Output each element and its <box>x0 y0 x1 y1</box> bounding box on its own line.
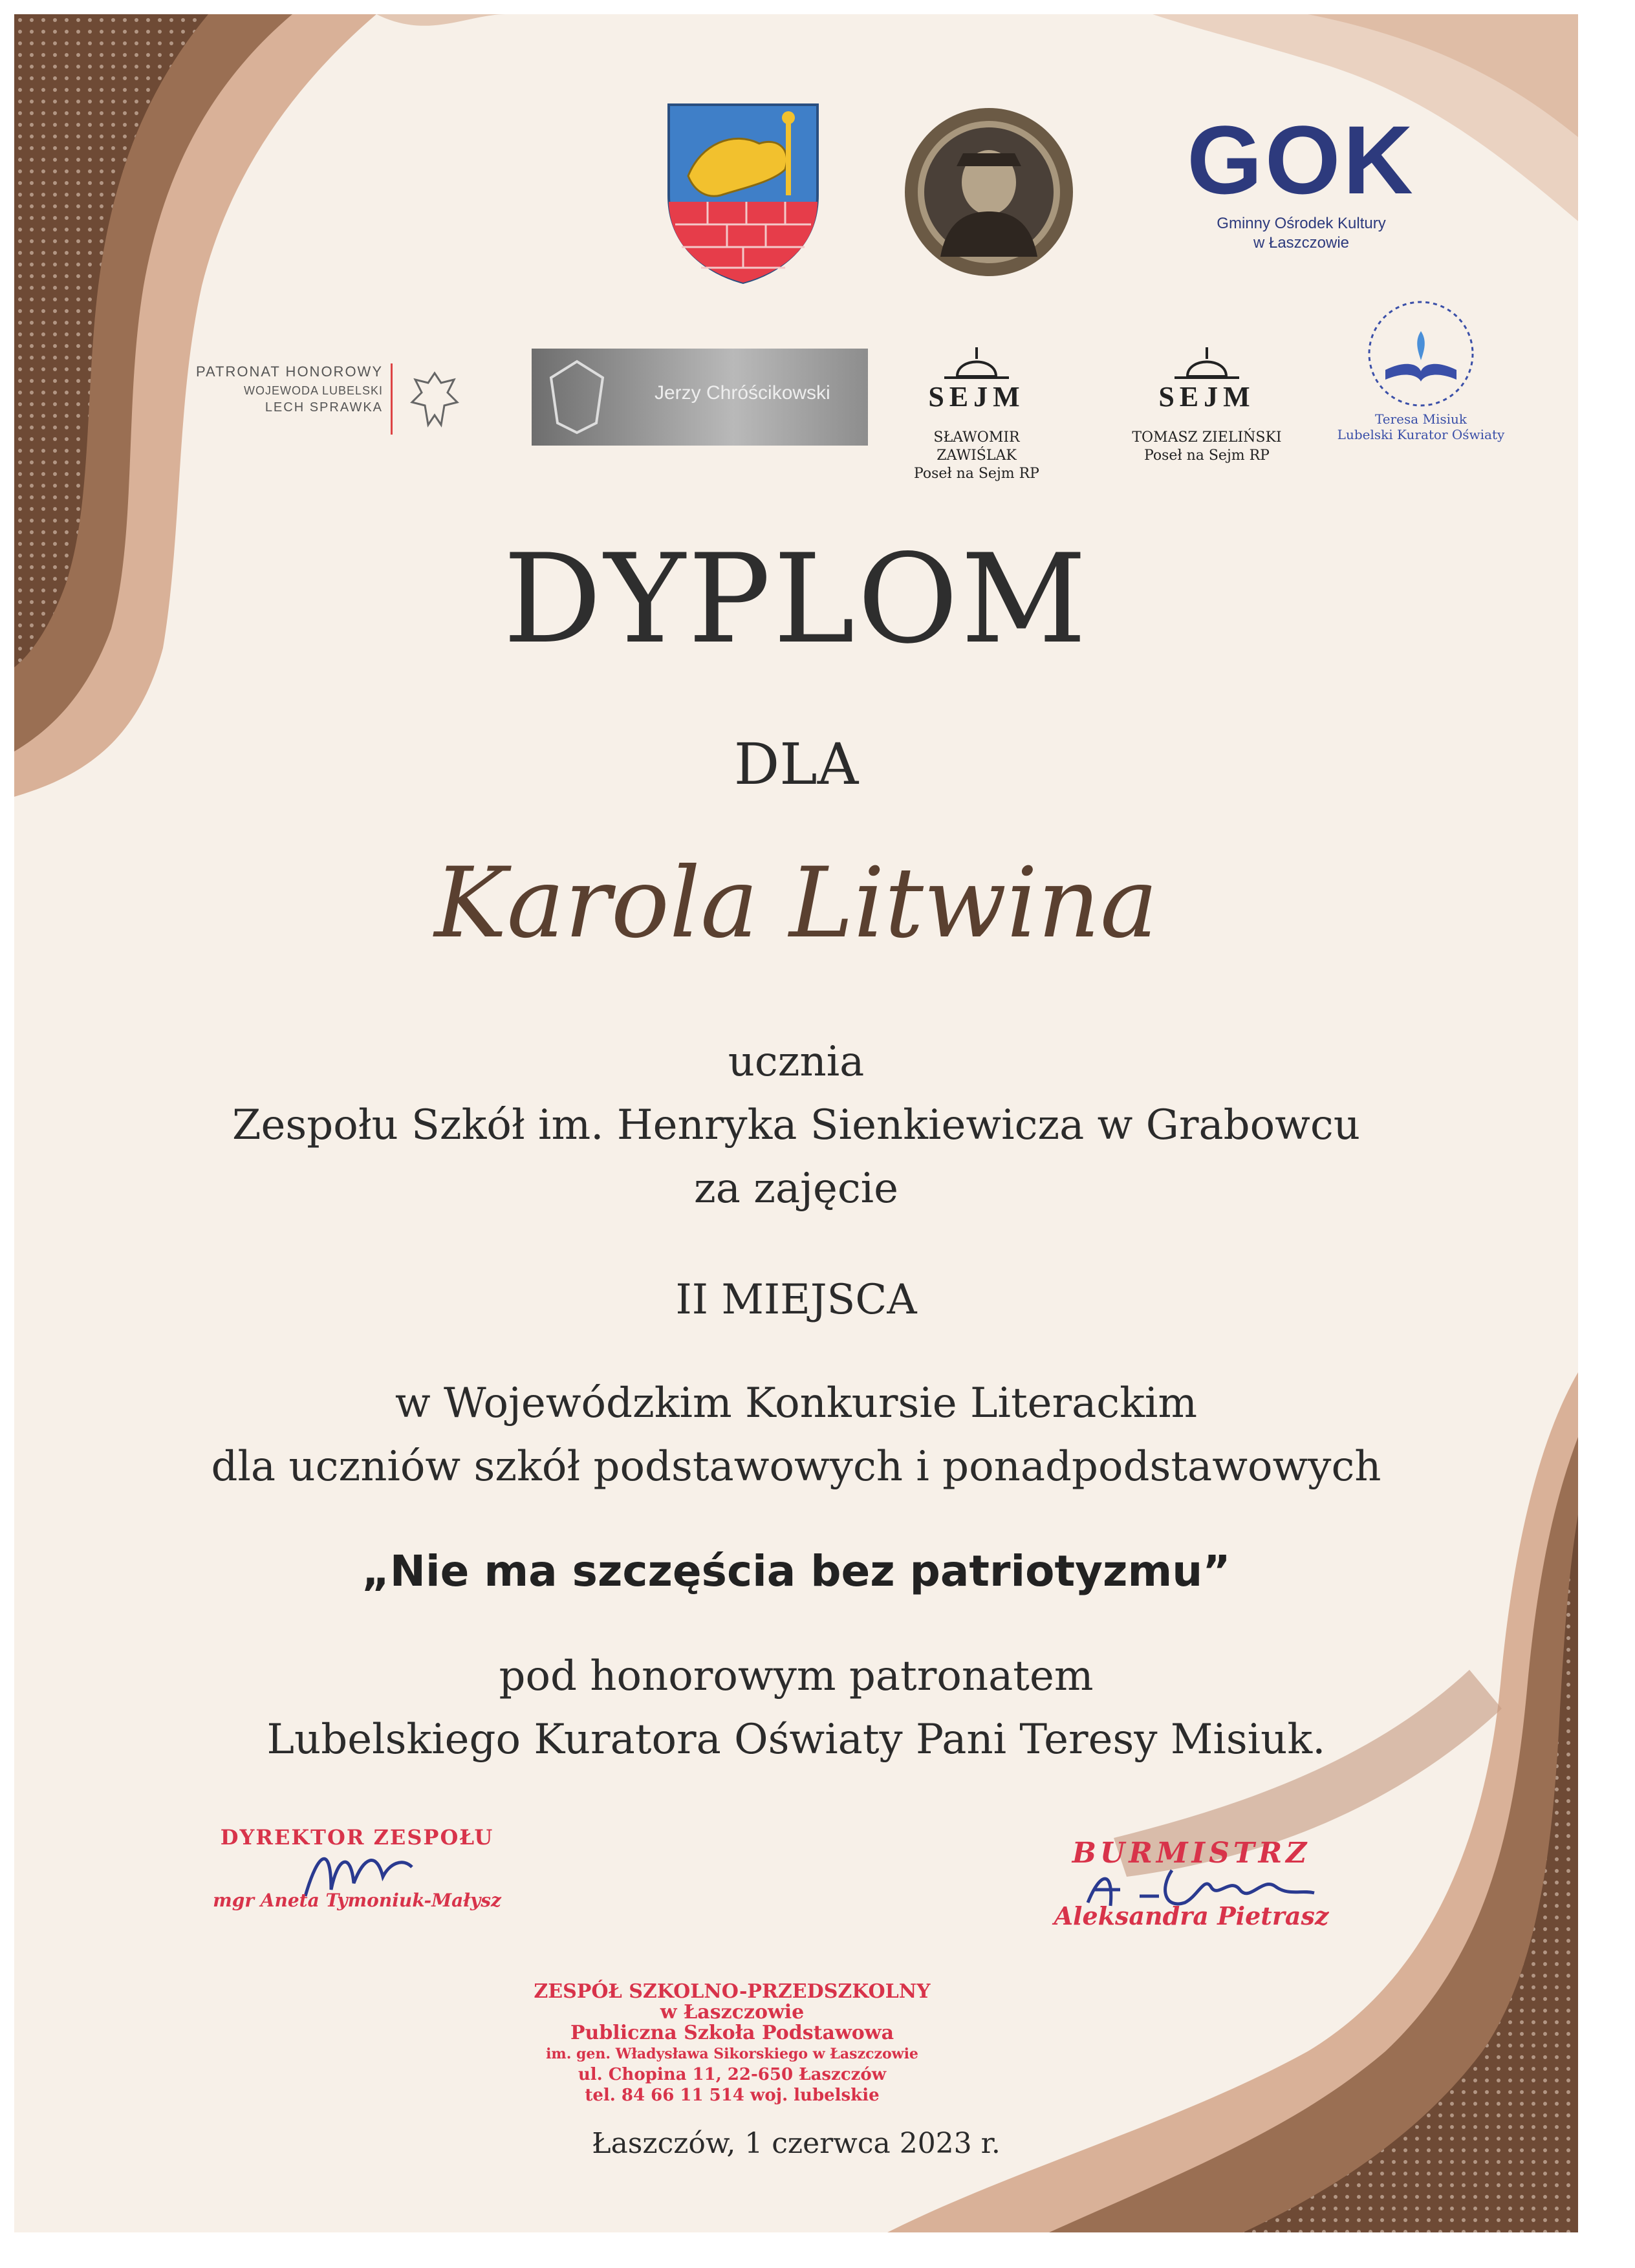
sejm-logo-1 <box>893 341 1061 483</box>
sejm-role-2: Poseł na Sejm RP <box>1143 448 1270 464</box>
school-stamp <box>506 1982 958 2106</box>
line-zajecie: za zajęcie <box>694 1165 898 1213</box>
coat-of-arms-logo <box>662 98 824 286</box>
patronat-line-3: LECH SPRAWKA <box>265 400 383 415</box>
kuratorium-logo <box>1314 299 1528 442</box>
recipient-name: Karola Litwina <box>434 847 1158 960</box>
director-name: mgr Aneta Tymoniuk-Małysz <box>213 1890 501 1911</box>
kuratorium-line-1: Teresa Misiuk <box>1374 411 1467 427</box>
patronat-line-1: PATRONAT HONOROWY <box>195 363 383 380</box>
sejm-name-2: TOMASZ ZIELIŃSKI <box>1132 429 1282 446</box>
kuratorium-line-2: Lubelski Kurator Oświaty <box>1337 427 1505 442</box>
sponsor-name: Jerzy Chróścikowski <box>655 382 830 404</box>
place-label: II MIEJSCA <box>675 1276 917 1324</box>
stamp-line-2: w Łaszczowie <box>660 2001 805 2024</box>
gok-subtitle-2: w Łaszczowie <box>1253 234 1350 252</box>
for-label: DLA <box>733 731 859 797</box>
mayor-title: BURMISTRZ <box>1072 1837 1311 1870</box>
sejm-role-1: Poseł na Sejm RP <box>913 466 1039 482</box>
contest-line-1: w Wojewódzkim Konkursie Literackim <box>395 1379 1198 1427</box>
patronage-line-1: pod honorowym patronatem <box>499 1652 1094 1700</box>
sponsor-banner <box>532 349 868 446</box>
gok-logo <box>1165 105 1437 266</box>
sejm-dome-icon <box>1123 341 1291 380</box>
stamp-line-5: ul. Chopina 11, 22-650 Łaszczów <box>578 2065 887 2084</box>
patronat-divider <box>391 363 393 435</box>
stamp-line-6: tel. 84 66 11 514 woj. lubelskie <box>585 2086 880 2105</box>
kuratorium-book-icon <box>1314 299 1528 409</box>
stamp-line-4: im. gen. Władysława Sikorskiego w Łaszczowie <box>546 2046 918 2062</box>
eagle-emblem-icon <box>406 367 464 431</box>
mayor-name: Aleksandra Pietrasz <box>1054 1901 1329 1930</box>
contest-title: „Nie ma szczęścia bez patriotyzmu” <box>362 1546 1231 1596</box>
sejm-label-1: SEJM <box>928 381 1025 413</box>
stamp-line-3: Publiczna Szkoła Podstawowa <box>570 2022 894 2044</box>
contest-line-2: dla uczniów szkół podstawowych i ponadpodstawowych <box>211 1443 1381 1491</box>
gok-title: GOK <box>1187 105 1416 214</box>
sejm-dome-icon <box>893 341 1061 380</box>
portrait-medallion-logo <box>902 105 1076 279</box>
gok-subtitle-1: Gminny Ośrodek Kultury <box>1217 215 1386 232</box>
crest-icon <box>545 358 609 436</box>
sejm-label-2: SEJM <box>1158 381 1255 413</box>
patronage-line-2: Lubelskiego Kuratora Oświaty Pani Teresy Misiuk. <box>266 1716 1326 1764</box>
sejm-logo-2 <box>1123 341 1291 465</box>
school-name: Zespołu Szkół im. Henryka Sienkiewicza w Grabowcu <box>232 1101 1360 1149</box>
patronat-line-2: WOJEWODA LUBELSKI <box>243 384 383 397</box>
sejm-name-1: SŁAWOMIR ZAWIŚLAK <box>933 429 1020 464</box>
diploma-title: DYPLOM <box>503 528 1090 671</box>
stamp-line-1: ZESPÓŁ SZKOLNO-PRZEDSZKOLNY <box>534 1980 931 2003</box>
place-date: Łaszczów, 1 czerwca 2023 r. <box>592 2127 1001 2160</box>
line-ucznia: ucznia <box>728 1038 865 1086</box>
director-title: DYREKTOR ZESPOŁU <box>220 1825 494 1850</box>
diploma-sheet <box>14 14 1578 2232</box>
patronat-block <box>169 363 383 415</box>
